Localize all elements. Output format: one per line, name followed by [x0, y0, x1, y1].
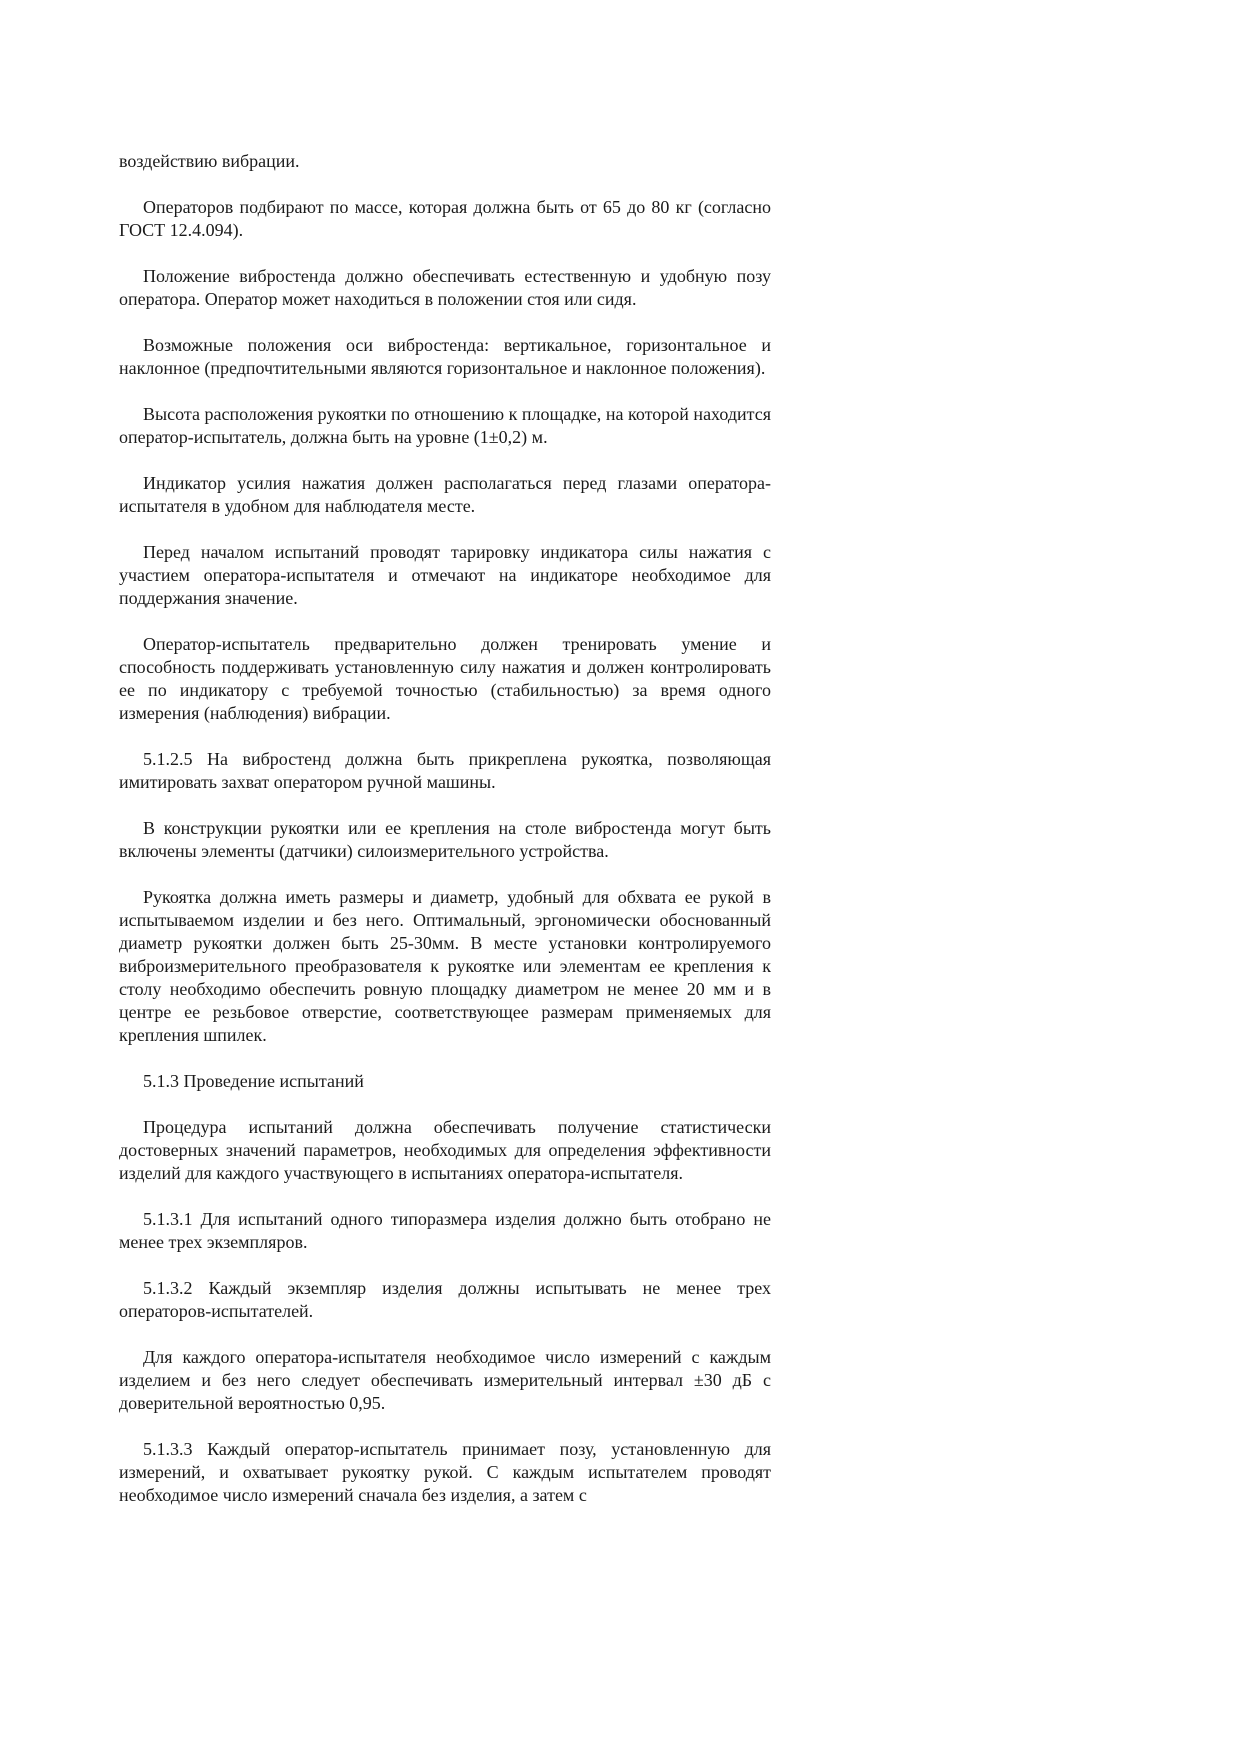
section-heading-5-1-3: 5.1.3 Проведение испытаний [143, 1071, 364, 1091]
paragraph-section-5-1-3-2: 5.1.3.2 Каждый экземпляр изделия должны испытывать не менее трех операторов-испытателей. [119, 1278, 771, 1321]
paragraph-axis-positions: Возможные положения оси вибростенда: вертикальное, горизонтальное и наклонное (предпочтительными являются горизонтальное и наклонное положения). [119, 335, 771, 378]
paragraph-stand-position: Положение вибростенда должно обеспечивать естественную и удобную позу оператора. Оператор может находиться в положении стоя или сидя. [119, 266, 771, 309]
paragraph-continuation: воздействию вибрации. [119, 151, 300, 171]
document-page [119, 150, 771, 1530]
paragraph-section-5-1-3-1: 5.1.3.1 Для испытаний одного типоразмера изделия должно быть отобрано не менее трех экземпляров. [119, 1209, 771, 1252]
paragraph-calibration: Перед началом испытаний проводят тарировку индикатора силы нажатия с участием оператора-испытателя и отмечают на индикаторе необходимое для поддержания значение. [119, 542, 771, 608]
paragraph-handle-dimensions: Рукоятка должна иметь размеры и диаметр, удобный для обхвата ее рукой в испытываемом изделии и без него. Оптимальный, эргономически обоснованный диаметр рукоятки должен быть 25-30мм. В месте установки контролируемого виброизмерительного преобразователя к рукоятке или элементам ее крепления к столу необходимо обеспечить ровную площадку диаметром не менее 20 мм и в центре ее резьбовое отверстие, соответствующее размерам применяемых для крепления шпилек. [119, 887, 771, 1045]
paragraph-operator-training: Оператор-испытатель предварительно должен тренировать умение и способность поддерживать установленную силу нажатия и должен контролировать ее по индикатору с требуемой точностью (стабильностью) за время одного измерения (наблюдения) вибрации. [119, 634, 771, 723]
paragraph-force-indicator: Индикатор усилия нажатия должен располагаться перед глазами оператора-испытателя в удобном для наблюдателя месте. [119, 473, 771, 516]
paragraph-handle-sensors: В конструкции рукоятки или ее крепления на столе вибростенда могут быть включены элементы (датчики) силоизмерительного устройства. [119, 818, 771, 861]
paragraph-measurement-interval: Для каждого оператора-испытателя необходимое число измерений с каждым изделием и без него следует обеспечивать измерительный интервал ±30 дБ с доверительной вероятностью 0,95. [119, 1347, 771, 1413]
paragraph-handle-height: Высота расположения рукоятки по отношению к площадке, на которой находится оператор-испытатель, должна быть на уровне (1±0,2) м. [119, 404, 771, 447]
paragraph-section-5-1-3-3: 5.1.3.3 Каждый оператор-испытатель принимает позу, установленную для измерений, и охватывает рукоятку рукой. С каждым испытателем проводят необходимое число измерений сначала без изделия, а затем с [119, 1439, 771, 1505]
paragraph-operator-mass: Операторов подбирают по массе, которая должна быть от 65 до 80 кг (согласно ГОСТ 12.4.094). [119, 197, 771, 240]
paragraph-test-procedure: Процедура испытаний должна обеспечивать получение статистически достоверных значений параметров, необходимых для определения эффективности изделий для каждого участвующего в испытаниях оператора-испытателя. [119, 1117, 771, 1183]
paragraph-section-5-1-2-5: 5.1.2.5 На вибростенд должна быть прикреплена рукоятка, позволяющая имитировать захват оператором ручной машины. [119, 749, 771, 792]
